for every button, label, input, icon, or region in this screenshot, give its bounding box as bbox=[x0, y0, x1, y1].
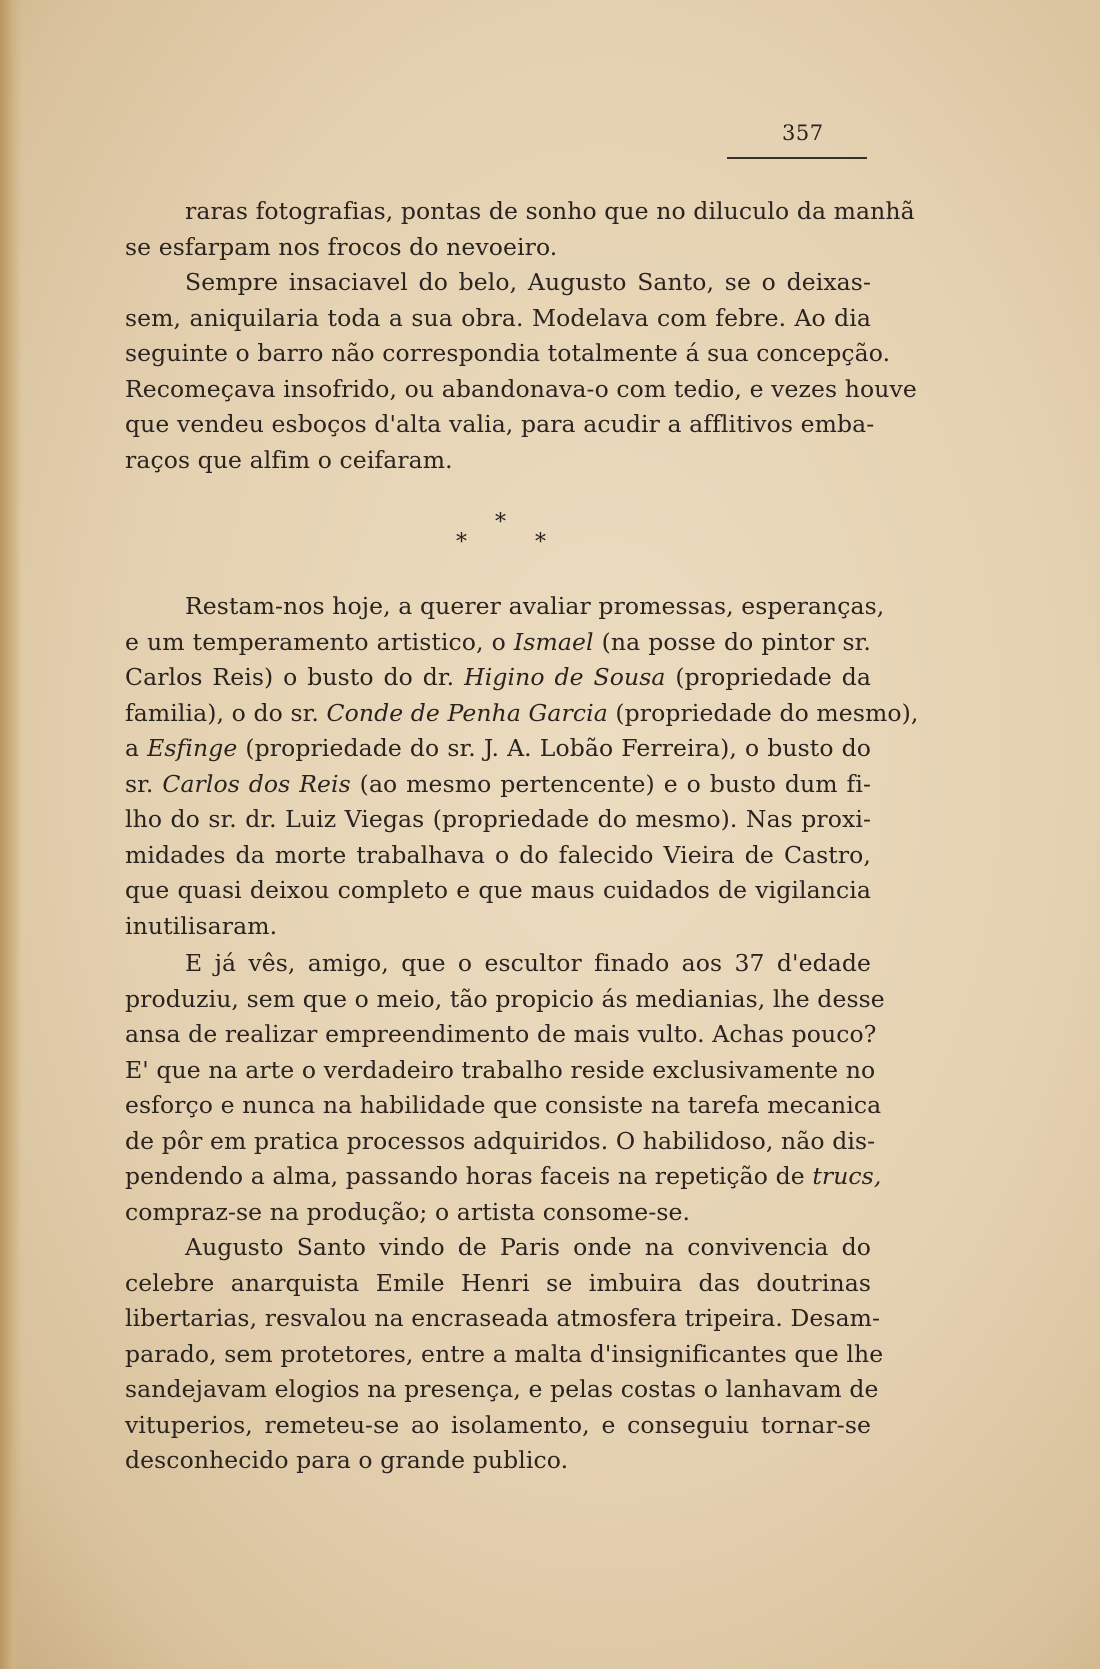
italic-title: trucs, bbox=[812, 1162, 882, 1190]
text-line: vituperios, remeteu-se ao isolamento, e conseguiu tornar-se bbox=[125, 1410, 871, 1439]
text-line: ansa de realizar empreendimento de mais vulto. Achas pouco? bbox=[125, 1020, 877, 1048]
text-line: sr. Carlos dos Reis (ao mesmo pertencente) e o busto dum fi- bbox=[125, 769, 871, 798]
asterism-star: * bbox=[495, 510, 506, 535]
text-line: E já vês, amigo, que o escultor finado aos 37 d'edade bbox=[185, 949, 871, 977]
paragraph-1 bbox=[125, 194, 915, 265]
text-line: Recomeçava insofrido, ou abandonava-o com tedio, e vezes houve bbox=[125, 374, 917, 403]
italic-title: Conde de Penha Garcia bbox=[326, 698, 608, 727]
italic-title: Higino de Sousa bbox=[464, 663, 666, 691]
page-number-rule bbox=[727, 157, 867, 159]
paragraph-4 bbox=[125, 946, 885, 1230]
italic-title: Carlos dos Reis bbox=[162, 769, 351, 798]
text-line: se esfarpam nos frocos do nevoeiro. bbox=[125, 232, 558, 261]
asterism-star: * bbox=[456, 530, 467, 555]
asterism bbox=[440, 510, 560, 560]
text-line: parado, sem protetores, entre a malta d'insignificantes que lhe bbox=[125, 1339, 884, 1368]
text-line: compraz-se na produção; o artista consome-se. bbox=[125, 1197, 691, 1226]
text-line: lho do sr. dr. Luiz Viegas (propriedade do mesmo). Nas proxi- bbox=[125, 805, 871, 833]
text-line: pendendo a alma, passando horas faceis na repetição de trucs, bbox=[125, 1162, 882, 1190]
text-line: a Esfinge (propriedade do sr. J. A. Lobão Ferreira), o busto do bbox=[125, 734, 871, 762]
paragraph-2 bbox=[125, 265, 917, 478]
text-line: e um temperamento artistico, o Ismael (na posse do pintor sr. bbox=[125, 627, 871, 656]
page-number: 357 bbox=[782, 121, 824, 145]
text-line: que vendeu esboços d'alta valia, para acudir a afflitivos emba- bbox=[125, 410, 875, 438]
paragraph-5 bbox=[125, 1230, 884, 1479]
text-line: familia), o do sr. Conde de Penha Garcia (propriedade do mesmo), bbox=[125, 698, 919, 727]
text-line: raras fotografias, pontas de sonho que no diluculo da manhã bbox=[185, 197, 915, 225]
asterism-star: * bbox=[535, 530, 546, 555]
text-line: de pôr em pratica processos adquiridos. O habilidoso, não dis- bbox=[125, 1126, 876, 1155]
text-line: raços que alfim o ceifaram. bbox=[125, 445, 453, 474]
text-line: Augusto Santo vindo de Paris onde na convivencia do bbox=[185, 1233, 871, 1261]
text-line: sem, aniquilaria toda a sua obra. Modelava com febre. Ao dia bbox=[125, 303, 871, 332]
text-line: celebre anarquista Emile Henri se imbuira das doutrinas bbox=[125, 1268, 871, 1297]
text-line: midades da morte trabalhava o do falecido Vieira de Castro, bbox=[125, 840, 871, 869]
text-line: produziu, sem que o meio, tão propicio ás medianias, lhe desse bbox=[125, 984, 885, 1013]
paragraph-3 bbox=[125, 589, 919, 944]
text-line: sandejavam elogios na presença, e pelas costas o lanhavam de bbox=[125, 1375, 879, 1403]
text-line: que quasi deixou completo e que maus cuidados de vigilancia bbox=[125, 876, 871, 904]
text-line: Restam-nos hoje, a querer avaliar promessas, esperanças, bbox=[185, 592, 885, 620]
text-line: seguinte o barro não correspondia totalmente á sua concepção. bbox=[125, 339, 891, 367]
text-line: libertarias, resvalou na encraseada atmosfera tripeira. Desam- bbox=[125, 1304, 881, 1332]
text-line: esforço e nunca na habilidade que consiste na tarefa mecanica bbox=[125, 1091, 882, 1119]
text-line: E' que na arte o verdadeiro trabalho reside exclusivamente no bbox=[125, 1055, 876, 1084]
text-line: Carlos Reis) o busto do dr. Higino de Sousa (propriedade da bbox=[125, 663, 871, 691]
italic-title: Ismael bbox=[513, 627, 594, 656]
text-line: Sempre insaciavel do belo, Augusto Santo, se o deixas- bbox=[185, 268, 871, 296]
italic-title: Esfinge bbox=[147, 734, 238, 762]
text-line: desconhecido para o grande publico. bbox=[125, 1446, 569, 1474]
text-line: inutilisaram. bbox=[125, 911, 278, 940]
